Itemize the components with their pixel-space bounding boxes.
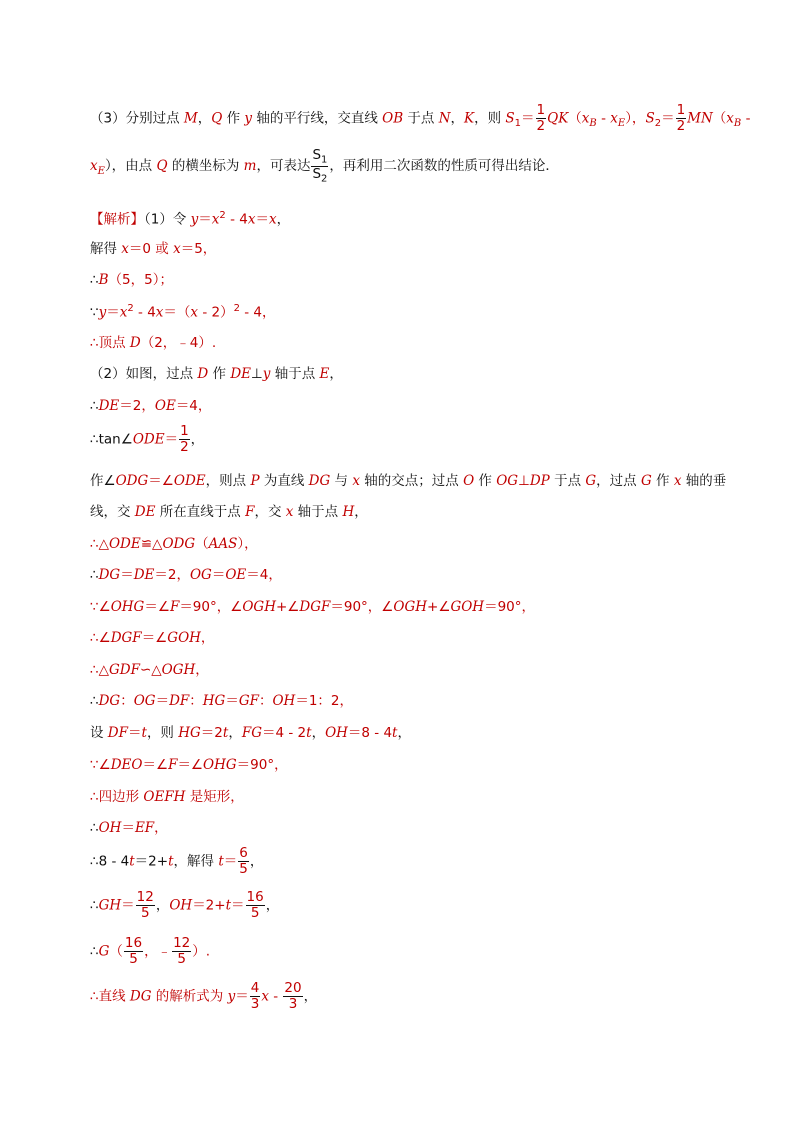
- solution-line: ∴∠DGF＝∠GOH，: [90, 630, 215, 646]
- solution-line: ∴OH＝EF，: [90, 820, 168, 836]
- fraction: $\frac{20}{3}$: [284, 980, 302, 1012]
- solution-line: $\because y=x^2 - 4x=(x - 2)^2 - 4$，: [90, 303, 276, 321]
- fraction: $\frac{1}{2}$: [536, 102, 546, 134]
- solution-line: ∴△GDF∽△OGH，: [90, 662, 209, 678]
- fraction: $\frac{1}{2}$: [676, 102, 686, 134]
- fraction: $\frac{6}{5}$: [239, 845, 248, 877]
- solution-line: ∴GH＝ $\frac{12}{5}$ ，OH＝2+t＝ $\frac{16}{5}$ ，: [90, 889, 280, 921]
- solution-line: ∵∠DEO＝∠F＝∠OHG＝90°，: [90, 757, 288, 773]
- solution-line: 作∠ODG＝∠ODE，则点 P 为直线 DG 与 x 轴的交点；过点 O 作 OG⊥DP 于点 G，过点 G 作 x 轴的垂: [90, 473, 727, 489]
- solution-line: ∵∠OHG＝∠F＝90°，∠OGH+∠DGF＝90°，∠OGH+∠GOH＝90°，: [90, 599, 536, 615]
- solution-line: ∴tan∠ODE＝ $\frac{1}{2}$ ，: [90, 423, 205, 455]
- fraction: $\frac{12}{5}$: [173, 935, 191, 967]
- fraction: $\frac{16}{5}$: [246, 889, 264, 921]
- solution-line: ∴顶点 D（2，﹣4）.: [90, 335, 217, 351]
- fraction: $\frac{1}{2}$: [180, 423, 189, 455]
- solution-line: ∴四边形 OEFH 是矩形，: [90, 789, 244, 805]
- solution-line: ∴G（ $\frac{16}{5}$ ，﹣ $\frac{12}{5}$ ）.: [90, 935, 211, 967]
- fraction: $\frac{S_1}{S_2}$: [312, 147, 328, 185]
- analysis-part3-line2: $x_E$），由点 Q 的横坐标为 m，可表达 $\frac{S_1}{S_2}$ ，再利用二次函数的性质可得出结论．: [90, 147, 559, 185]
- fraction: $\frac{12}{5}$: [136, 889, 154, 921]
- solution-line: 线，交 DE 所在直线于点 F，交 x 轴于点 H，: [90, 504, 368, 520]
- solution-line: ∴DE＝2，OE＝4，: [90, 398, 212, 414]
- solution-line: ∴B（5，5）；: [90, 272, 173, 288]
- fraction: $\frac{4}{3}$: [250, 980, 260, 1012]
- fraction: $\frac{16}{5}$: [124, 935, 143, 967]
- solution-line: 设 DF＝t，则 HG＝2t，FG＝4 - 2t，OH＝8 - 4t，: [90, 725, 411, 741]
- solution-line: ∴△ODE≌△ODG（AAS），: [90, 536, 258, 552]
- solution-line: 解得 x＝0 或 x＝5，: [90, 241, 217, 257]
- solution-line: ∴直线 DG 的解析式为 y＝ $\frac{4}{3}$ x - $\frac{20}{3}$ ，: [90, 980, 318, 1012]
- solution-line: ∴DG：OG＝DF：HG＝GF：OH＝1：2，: [90, 693, 354, 709]
- solution-line: ∴8 - 4t＝2+t，解得 t＝ $\frac{6}{5}$ ，: [90, 845, 264, 877]
- solution-heading-line: 【解析】（1）令 $y=x^2 - 4x=x$，: [90, 210, 291, 228]
- solution-line: （2）如图，过点 D 作 DE⊥y 轴于点 E，: [90, 366, 343, 382]
- solution-label: 【解析】: [90, 211, 144, 228]
- analysis-part3-line1: （3）分别过点 M，Q 作 y 轴的平行线，交直线 OB 于点 N，K，则 $S_1=$ $\frac{1}{2}$ $QK(x_B - x_E)$，$S_2=$ $\frac{1}{2}$ $MN(x_B$ -: [90, 102, 751, 134]
- solution-line: ∴DG＝DE＝2，OG＝OE＝4，: [90, 567, 282, 583]
